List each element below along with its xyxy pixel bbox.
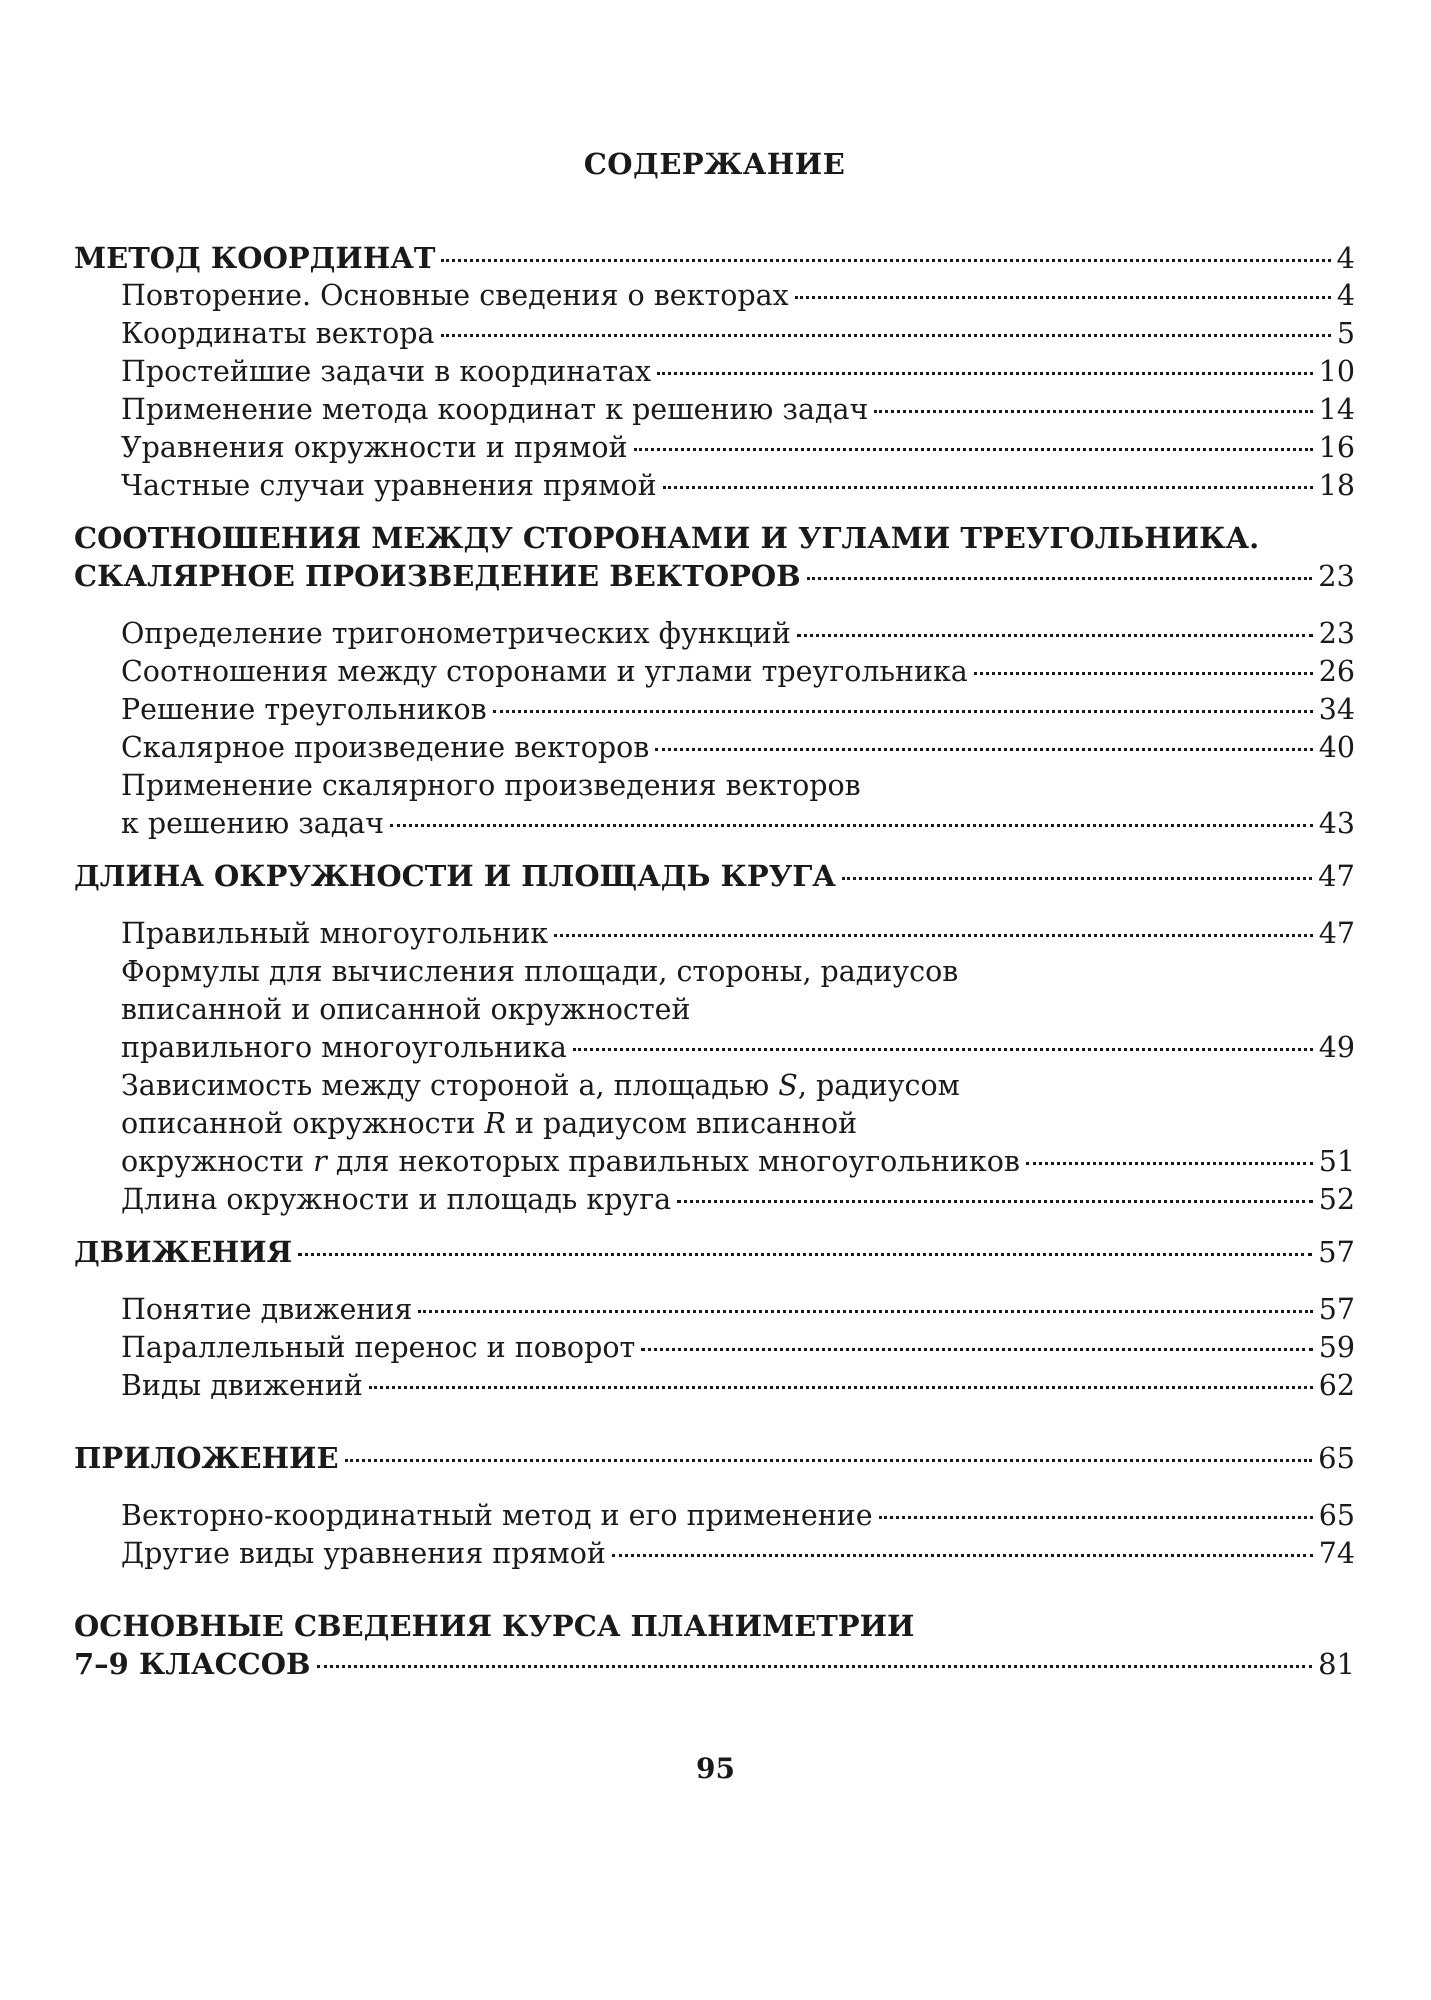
label-text: описанной окружности [121,1107,485,1140]
toc-page-ref: 4 [1336,241,1355,275]
toc-item-entry[interactable] [74,353,1355,391]
toc-item-label: Координаты вектора [121,317,435,350]
dot-leader [634,448,1313,451]
toc-section-entry[interactable] [74,1439,1355,1477]
toc-section-entry[interactable] [74,239,1355,277]
toc-section-entry[interactable] [74,1233,1355,1271]
toc-page-ref: 65 [1318,1499,1355,1532]
toc-item-entry[interactable] [74,1291,1355,1329]
toc-section-label-line: ОСНОВНЫЕ СВЕДЕНИЯ КУРСА ПЛАНИМЕТРИИ [74,1609,915,1643]
toc-item-label: Длина окружности и площадь круга [121,1183,672,1216]
dot-leader [493,710,1313,713]
toc-section-label: ДЛИНА ОКРУЖНОСТИ И ПЛОЩАДЬ КРУГА [74,859,836,893]
toc-page-ref: 65 [1318,1441,1355,1475]
toc-item-label: Другие виды уравнения прямой [121,1537,606,1570]
toc-item-entry[interactable] [74,391,1355,429]
toc-section-label: ПРИЛОЖЕНИЕ [74,1441,339,1475]
toc-section-label: 7–9 КЛАССОВ [74,1647,311,1681]
toc-page-ref: 57 [1318,1293,1355,1326]
toc-page-ref: 40 [1318,731,1355,764]
dot-leader [842,877,1312,880]
page-number: 95 [696,1752,735,1785]
toc-section-label: СКАЛЯРНОЕ ПРОИЗВЕДЕНИЕ ВЕКТОРОВ [74,559,801,593]
label-text: , радиусом [797,1069,960,1102]
toc-item-entry[interactable] [74,1535,1355,1573]
toc-item-entry[interactable] [74,1143,1355,1181]
toc-page-ref: 23 [1318,559,1355,593]
toc-page-ref: 10 [1318,355,1355,388]
toc-item-label-line: вписанной и описанной окружностей [121,993,691,1026]
toc-item-label: к решению задач [121,807,385,840]
toc-item-entry[interactable] [74,805,1355,843]
toc-page-ref: 18 [1318,469,1355,502]
toc-page-ref: 81 [1318,1647,1355,1681]
dot-leader [655,748,1312,751]
toc-item-entry[interactable] [74,1029,1355,1067]
toc-item-label: Соотношения между сторонами и углами треугольника [121,655,968,688]
dot-leader [369,1386,1313,1389]
toc-item-label: Векторно-координатный метод и его применение [121,1499,873,1532]
toc-section-label: ДВИЖЕНИЯ [74,1235,293,1269]
toc-title: СОДЕРЖАНИЕ [583,147,846,181]
toc-item-entry[interactable] [74,615,1355,653]
dot-leader [874,410,1312,413]
toc-item-label [121,1143,1020,1181]
toc-item-label: Применение метода координат к решению задач [121,393,869,426]
toc-page [74,147,1355,1683]
toc-item-label: Решение треугольников [121,693,487,726]
toc-item-label: Повторение. Основные сведения о векторах [121,279,789,312]
label-text: Зависимость между стороной а, площадью [121,1069,779,1102]
dot-leader [641,1348,1312,1351]
toc-page-ref: 4 [1336,279,1355,312]
dot-leader [441,259,1330,262]
dot-leader [298,1253,1312,1256]
toc-page-ref: 62 [1318,1369,1355,1402]
label-text: окружности [121,1145,314,1178]
toc-page-ref: 47 [1318,917,1355,950]
toc-page-ref: 52 [1318,1183,1355,1216]
toc-item-entry[interactable] [74,1329,1355,1367]
toc-item-label: Простейшие задачи в координатах [121,355,652,388]
dot-leader [573,1048,1313,1051]
toc-item-label-line: Формулы для вычисления площади, стороны, радиусов [121,955,959,988]
toc-item-entry[interactable] [74,915,1355,953]
toc-page-ref: 16 [1318,431,1355,464]
toc-item-label-line [74,1067,1355,1105]
toc-item-entry[interactable] [74,467,1355,505]
toc-item-entry[interactable] [74,429,1355,467]
toc-item-entry[interactable] [74,1181,1355,1219]
toc-section-entry[interactable] [74,857,1355,895]
dot-leader [677,1200,1313,1203]
dot-leader [612,1554,1313,1557]
toc-page-ref: 43 [1318,807,1355,840]
math-symbol-r-lower: r [313,1145,327,1178]
toc-item-entry[interactable] [74,729,1355,767]
toc-item-label: Скалярное произведение векторов [121,731,650,764]
toc-item-label-line: Применение скалярного произведения векторов [121,769,861,802]
toc-list [74,239,1355,1683]
dot-leader [807,577,1312,580]
toc-item-label: Правильный многоугольник [121,917,549,950]
toc-page-ref: 5 [1336,317,1355,350]
toc-page-ref: 47 [1318,859,1355,893]
toc-item-entry[interactable] [74,653,1355,691]
toc-page-ref: 59 [1318,1331,1355,1364]
toc-section-label: МЕТОД КООРДИНАТ [74,241,436,275]
label-text: и радиусом вписанной [505,1107,858,1140]
dot-leader [317,1665,1313,1668]
dot-leader [418,1310,1312,1313]
toc-item-entry[interactable] [74,315,1355,353]
math-symbol-r-upper: R [484,1107,506,1140]
dot-leader [663,486,1313,489]
toc-item-label: правильного многоугольника [121,1031,567,1064]
math-symbol-s: S [778,1069,798,1102]
dot-leader [879,1516,1313,1519]
toc-item-label: Параллельный перенос и поворот [121,1331,636,1364]
dot-leader [554,934,1313,937]
toc-item-label: Частные случаи уравнения прямой [121,469,657,502]
toc-page-ref: 49 [1318,1031,1355,1064]
dot-leader [795,296,1331,299]
dot-leader [797,634,1313,637]
toc-item-entry[interactable] [74,691,1355,729]
dot-leader [441,334,1331,337]
toc-section-label-line: СООТНОШЕНИЯ МЕЖДУ СТОРОНАМИ И УГЛАМИ ТРЕУГОЛЬНИКА. [74,521,1260,555]
dot-leader [345,1459,1313,1462]
toc-page-ref: 57 [1318,1235,1355,1269]
dot-leader [1026,1162,1313,1165]
toc-page-ref: 14 [1318,393,1355,426]
toc-item-label: Понятие движения [121,1293,413,1326]
dot-leader [657,372,1313,375]
toc-page-ref: 34 [1318,693,1355,726]
toc-item-entry[interactable] [74,277,1355,315]
toc-section-entry[interactable] [74,1645,1355,1683]
toc-item-label-line [74,1105,1355,1143]
toc-section-entry[interactable] [74,557,1355,595]
toc-item-label: Виды движений [121,1369,363,1402]
label-text: для некоторых правильных многоугольников [326,1145,1020,1178]
toc-page-ref: 51 [1318,1145,1355,1178]
toc-item-label: Определение тригонометрических функций [121,617,791,650]
dot-leader [974,672,1313,675]
toc-page-ref: 26 [1318,655,1355,688]
toc-item-entry[interactable] [74,1497,1355,1535]
toc-page-ref: 23 [1318,617,1355,650]
toc-item-entry[interactable] [74,1367,1355,1405]
dot-leader [390,824,1313,827]
toc-page-ref: 74 [1318,1537,1355,1570]
toc-item-label: Уравнения окружности и прямой [121,431,628,464]
